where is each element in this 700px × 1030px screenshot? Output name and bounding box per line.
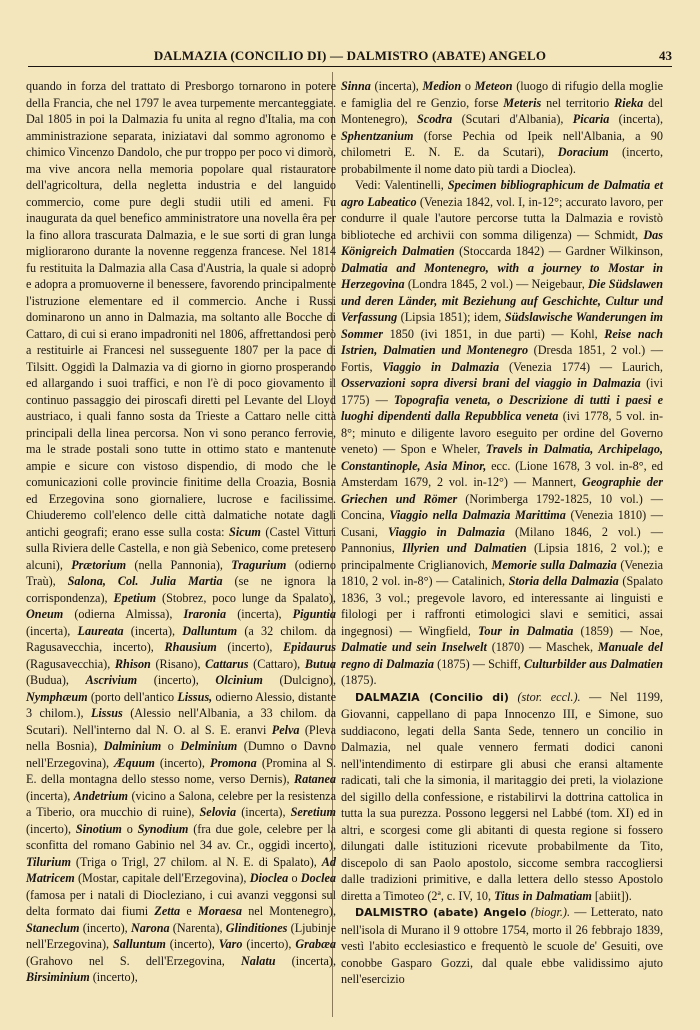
city-text: (fra due gole, celebre per la sconfitta del romano Gabinio nel 34 av. Cr., oggidì incerto),: [26, 821, 337, 852]
biblio-bold: Reise nach Istrien, Dalmatien und Montenegro: [341, 326, 663, 357]
biblio-bold: Specimen bibliographicum de Dalmatia et agro Labeatico: [341, 178, 664, 209]
city-bold: Laureata: [77, 623, 124, 638]
biblio-bold: Memorie sulla Dalmazia: [491, 557, 617, 572]
biblio-text: (1870) — Maschek,: [486, 640, 598, 654]
entry-end: [abiit]).: [591, 888, 632, 903]
city-bold: Nalatu: [240, 953, 276, 968]
city-bold: Meteon: [474, 79, 513, 93]
city-text: (incerta),: [226, 607, 293, 621]
entry-category: (stor. eccl.).: [508, 689, 581, 704]
city-text: nel Montenegro),: [242, 904, 336, 918]
page-number: 43: [659, 48, 672, 63]
city-text: (Alessio nell'Albania, a 33 chilom. da Scutari). Nell'interno dal N. O. al S. E. eranvi: [26, 706, 336, 737]
city-bold: Scodra: [417, 112, 453, 126]
city-text: (Promina al S. E. della montagna dello stesso nome, verso Dernis),: [26, 755, 336, 786]
city-bold: Sinotium: [75, 821, 122, 836]
city-text: (a 32 chilom. da Ragusavecchia, incerto),: [26, 623, 336, 654]
entry-concilio: [341, 689, 663, 905]
city-bold: Oneum: [26, 607, 64, 621]
city-text: (Budua),: [26, 673, 86, 687]
city-text: (incerta),: [609, 112, 663, 126]
biblio-bold: Dalmatia and Montenegro, with a journey to Mostar in Herzegovina: [341, 260, 663, 291]
city-bold: Dioclea: [249, 871, 289, 885]
city-text: odierno Alessio, distante 3 chilom.),: [26, 689, 336, 720]
city-bold: Epidaurus: [283, 640, 336, 654]
city-text: nel territorio: [541, 95, 615, 110]
city-bold: Cattarus: [205, 656, 249, 671]
city-text: (famosa per i natali di Diocleziano, i cui avanzi veggonsi sul delta formato dai fiumi: [26, 887, 336, 918]
city-text: (incerto),: [137, 673, 216, 687]
city-bold: Rhison: [114, 656, 151, 671]
city-bold: Salluntum: [113, 937, 166, 951]
city-text: (incerta),: [275, 953, 336, 968]
entry-quote: Titus in Dalmatiam: [494, 888, 592, 903]
city-bold: Sicum: [229, 524, 261, 539]
city-text: (incerto),: [26, 821, 76, 836]
city-text: o: [121, 821, 138, 836]
city-text: (Ljubinje nell'Erzegovina),: [26, 920, 337, 951]
biblio-bold: Illyrien und Dalmatien: [402, 541, 527, 555]
entry-text: — Letterato, nato nell'isola di Murano il 9 ottobre 1754, morto il 26 febbrajo 1839, vestì l'abito ecclesiastico e frequentò le scuole de' Gesuiti, ove conobbe Gasparo Gozzi, dal quale ebbe validissimo ajuto nell'esercizio: [341, 905, 663, 986]
city-bold: Tilurium: [26, 854, 71, 869]
right-continuation: [341, 78, 663, 177]
biblio-text: (Venezia 1810, 2 vol. in-8°) — Catalinich,: [341, 557, 663, 588]
city-bold: Staneclum: [26, 920, 80, 935]
biblio-bold: Südslawische Wanderungen im Sommer: [341, 310, 663, 341]
city-text: (incerto),: [216, 640, 284, 654]
city-bold: Birsiminium: [26, 970, 90, 984]
left-intro-text: quando in forza del trattato di Presborgo tornarono in potere della Francia, che nel 1797 le avea turpemente mercanteggiate. Dal 1805 in poi la Dalmazia fu unita al regno d'Italia, ma con amministrazione separata, iniziatavi dal sommo agronomo e chimico Vincenzo Dandolo, che pur troppo per poco vi dimorò, ma vive ancora nella memoria popolare qual ristauratore dell'agricoltura, della negletta industria e del languido commercio, come pure degli studii utili ed ameni. Fu inaugurata da quel benefico amministratore una novella êra per la fino allora trascurata Dalmazia, e le sue sorti di gran lunga migliorarono durante la novenne reggenza francese. Nel 1814 fu restituita la Dalmazia alla Casa d'Austria, la quale si adoprò e adopra a promuoverne il benessere, favorendo principalmente l'istruzione elementare ed il commercio. Anche i Russi dominarono un anno in Dalmazia, ma soltanto alle Bocche di Cattaro, di cui si erano impadroniti nel 1806, affrettandosi però a restituirle ai Francesi nel susseguente 1807 per la pace di Tilsitt. Oggidì la Dalmazia va di giorno in giorno prosperando ed allargando i suoi traffici, e non l'è di poco giovamento il continuo passaggio dei piroscafi diretti pel Levante del Lloyd austriaco, i quali fanno sosta da Trieste a Cattaro nelle città principali della linea percorsa. Non vi sono peranco ferrovie, ma le strade postali sono tutte in ottimo stato e mantenute ampie e sicure con vistoso dispendio, di modo che le comunicazioni colle provincie finitime della Croazia, Bosnia ed Erzegovina sono giornaliere, lucrose e facilissime. Chiuderemo coll'elenco delle città dalmatiche notate dagli antichi geografi; erano esse sulla costa:: [26, 79, 336, 539]
city-bold: Dalluntum: [182, 623, 238, 638]
city-bold: Delminium: [180, 739, 238, 753]
city-bold: Sphentzanium: [341, 128, 414, 143]
right-column: [341, 78, 663, 988]
biblio-text: (Stoccarda 1842) — Gardner Wilkinson,: [454, 244, 663, 258]
biblio-bold: Culturbilder aus Dalmatien: [523, 656, 663, 671]
city-text: (Pleva nella Bosnia),: [26, 722, 336, 753]
city-bold: Grabæa: [295, 937, 336, 951]
city-bold: Lissus: [90, 706, 123, 720]
city-bold: Salona, Col. Julia Martia: [67, 574, 223, 588]
biblio-text: (1875) — Schiff,: [434, 656, 524, 671]
biblio-text: (Norimberga 1792-1825, 10 vol.) — Concina,: [341, 491, 663, 522]
city-bold: Dalminium: [103, 739, 162, 753]
city-text: o: [161, 739, 181, 753]
biblio-bold: Osservazioni sopra diversi brani del viaggio in Dalmazia: [341, 376, 641, 390]
entry-text: — Nel 1199, Giovanni, cappellano di papa Innocenzo III, e Simone, suo suddiacono, legati della Santa Sede, tennero un concilio in Dalmazia, nel quale vennero fermati dodici canoni nell'intendimento di estirpare gli abusi che eransi altamente radicati, tali che la simonia, il maritaggio dei preti, la violazione del sigillo della confessione, e ristabilirvi la dottrina cattolica in tutta la sua purezza. Possono leggersi nel Labbé (tom. XI) ed in altri, e scorgesi come gli abitanti di questa regione si fossero dilungati dalle istituzioni ricevute probabilmente da Tito, discepolo di san Paolo apostolo, siccome sembra raccogliersi dalle tradizioni primitive, e dalla lettera dello stesso Apostolo diretta a Timoteo (2ª, c. IV, 10,: [341, 689, 663, 903]
city-text: (Ragusavecchia),: [26, 656, 115, 671]
biblio-bold: Dalmatie und sein Inselwelt: [341, 640, 487, 654]
header-title: DALMAZIA (CONCILIO DI) — DALMISTRO (ABATE) ANGELO: [153, 48, 547, 63]
city-text: del Montenegro),: [341, 95, 663, 126]
biblio-text: (Lipsia 1816, 2 vol.); e principalmente Criglianovich,: [341, 541, 663, 572]
city-text: (incerto),: [154, 755, 210, 770]
biblio-text: (Milano 1846, 2 vol.) — Pannonius,: [341, 524, 663, 555]
entry-category: (biogr.).: [526, 905, 571, 919]
biblio-bold: Travels in Dalmatia, Archipelago, Constantinople, Asia Minor,: [341, 442, 663, 473]
biblio-text: (Lipsia 1851); idem,: [397, 310, 505, 324]
city-bold: Olcinium: [215, 673, 263, 687]
city-text: (se ne ignora la corrispondenza),: [26, 574, 336, 605]
entry-dalmistro: [341, 904, 663, 988]
biblio-bold: Das Königreich Dalmatien: [341, 227, 663, 258]
city-bold: Rataneа: [294, 772, 336, 786]
city-text: (odierno Traù),: [26, 557, 336, 588]
city-bold: Rhausium: [164, 640, 217, 654]
city-text: (incerto),: [79, 920, 131, 935]
biblio-bold: Viaggio nella Dalmazia Marittima: [389, 508, 566, 522]
city-bold: Pelva: [271, 722, 300, 737]
city-text: (Triga o Trigl, 27 chilom. al N. E. di Spalato),: [70, 854, 322, 869]
biblio-text: (ivi 1775) —: [341, 376, 663, 407]
city-bold: Butua: [304, 656, 336, 671]
city-bold: Zetta: [154, 904, 181, 918]
biblio-bold: Viaggio in Dalmazia: [382, 359, 500, 374]
biblio-text: (Spalato 1836, 3 vol.; pregevole lavoro, ed interessante ai linguisti e filologi per i raffronti etimologici slavi e semitici, assai ingegnosi) — Wingfield,: [341, 574, 663, 638]
city-bold: Prætorium: [71, 557, 127, 572]
city-text: (forse Pechia od Ipeik nell'Albania, a 90 chilometri E. N. E. da Scutari),: [341, 128, 663, 159]
city-text: (incerto),: [89, 970, 138, 984]
city-text: (incerta),: [26, 623, 78, 638]
city-bold: Doracium: [557, 145, 609, 159]
biblio-text: (Venezia 1810) — Cusani,: [341, 508, 663, 539]
city-bold: Rieka: [614, 95, 644, 110]
city-bold: Nymphæum: [26, 689, 88, 704]
city-bold: Synodium: [137, 821, 189, 836]
biblio-bold: Die Südslawen und deren Länder, mit Beziehung auf Geschichte, Cultur und Verfassung: [341, 277, 663, 324]
biblio-text: (1859) — Noe,: [573, 623, 663, 638]
city-text: e: [180, 904, 198, 918]
city-text: (Cattaro),: [248, 656, 305, 671]
city-bold: Glinditiones: [225, 920, 288, 935]
ancient-cities-list: [26, 525, 336, 985]
city-text: (porto dell'antico: [87, 689, 178, 704]
city-text: (Scutari d'Albania),: [452, 112, 573, 126]
city-bold: Ascrivium: [85, 673, 138, 687]
bibliography-paragraph: [341, 177, 663, 689]
city-text: (incerta),: [236, 805, 291, 819]
city-bold: Lissus,: [177, 689, 213, 704]
biblio-text: Vedi: Valentinelli,: [355, 178, 448, 192]
city-text: (Dumno o Davno nell'Erzegovina),: [26, 739, 336, 770]
city-text: (incerto),: [242, 937, 296, 951]
entry-headword: DALMAZIA (Concilio di): [355, 690, 509, 704]
city-text: o: [288, 871, 301, 885]
city-bold: Epetium: [113, 590, 157, 605]
city-bold: Picaria: [572, 112, 610, 126]
city-bold: Meteris: [503, 95, 542, 110]
city-bold: Medion: [422, 79, 462, 93]
city-text: (nella Pannonia),: [126, 557, 232, 572]
city-text: (Mostar, capitale dell'Erzegovina),: [74, 871, 250, 885]
city-text: (odierna Almissa),: [63, 607, 184, 621]
city-text: (Stobrez, poco lunge da Spalato),: [156, 590, 336, 605]
biblio-text: 1850 (ivi 1851, in due parti) — Kohl,: [382, 326, 605, 341]
biblio-bold: Storia della Dalmazia: [508, 574, 619, 588]
city-text: (Risano),: [150, 656, 206, 671]
entry-headword: DALMISTRO (abate) Angelo: [355, 906, 527, 919]
city-text: (incerta),: [370, 79, 423, 93]
biblio-text: ecc. (Lione 1678, 3 vol. in-8°, ed Amsterdam 1679, 2 vol. in-12°) — Mannert,: [341, 458, 663, 489]
city-bold: Seretium: [290, 805, 336, 819]
city-text: (incerta),: [26, 788, 74, 803]
city-bold: Tragurium: [231, 557, 287, 572]
city-text: (Dulcigno),: [262, 673, 336, 687]
city-bold: Narona: [130, 920, 170, 935]
city-bold: Doclea: [300, 871, 336, 885]
city-bold: Æquum: [114, 755, 155, 770]
city-bold: Piguntia: [292, 607, 336, 621]
biblio-text: (Venezia 1842, vol. I, in-12°; accurato lavoro, per condurre il quale l'autore percorse tutta la Dalmazia e rovistò biblioteche ed archivii con somma diligenza) — Schmidt,: [341, 194, 663, 242]
biblio-bold: Tour in Dalmatia: [478, 623, 574, 638]
city-text: (vicino a Salona, celebre per la resistenza a Tiberio, ora mucchio di ruine),: [26, 788, 336, 819]
left-column: [26, 78, 336, 986]
city-bold: Andetrium: [73, 788, 128, 803]
biblio-bold: Viaggio in Dalmazia: [387, 524, 505, 539]
city-bold: Moraesa: [197, 904, 242, 918]
biblio-text: (1875).: [341, 673, 377, 687]
city-bold: Selovia: [199, 805, 237, 819]
city-bold: Ad Matricem: [26, 854, 336, 885]
city-text: o: [461, 79, 475, 93]
biblio-text: (ivi 1778, 5 vol. in-8°; minuto e diligente lavoro eseguito per ordine del Governo veneto) — Spon e Wheler,: [341, 409, 663, 456]
biblio-text: (Venezia 1774) — Laurich,: [499, 359, 663, 374]
city-bold: Sinna: [341, 79, 371, 93]
biblio-text: (Londra 1845, 2 vol.) — Neigebaur,: [404, 277, 588, 291]
city-bold: Iraronia: [183, 607, 227, 621]
city-text: (incerto),: [165, 937, 219, 951]
city-text: (Castel Vitturi sulla Riviera delle Castella, e non già Sebenico, come pretesero alcuni),: [26, 524, 336, 572]
biblio-bold: Topografia veneta, o Descrizione di tutti i paesi e luoghi dipendenti dalla Repubblica veneta: [341, 392, 663, 423]
city-text: (luogo di rifugio della moglie e famiglia del re Genzio, forse: [341, 79, 663, 110]
city-text: (incerto, probabilmente il nome dato più tardi a Dioclea).: [341, 145, 663, 176]
biblio-bold: Geographie der Griechen und Römer: [341, 475, 663, 506]
city-bold: Varo: [218, 937, 243, 951]
city-text: (incerta),: [123, 623, 183, 638]
city-text: (Grahovo nel S. dell'Erzegovina,: [26, 953, 241, 968]
biblio-text: (Dresda 1851, 2 vol.) — Fortis,: [341, 343, 663, 374]
biblio-bold: Manuale del regno di Dalmazia: [341, 640, 663, 671]
city-bold: Promona: [210, 755, 257, 770]
city-text: (Narenta),: [169, 920, 226, 935]
running-header: [28, 44, 672, 67]
left-paragraph: [26, 78, 336, 986]
